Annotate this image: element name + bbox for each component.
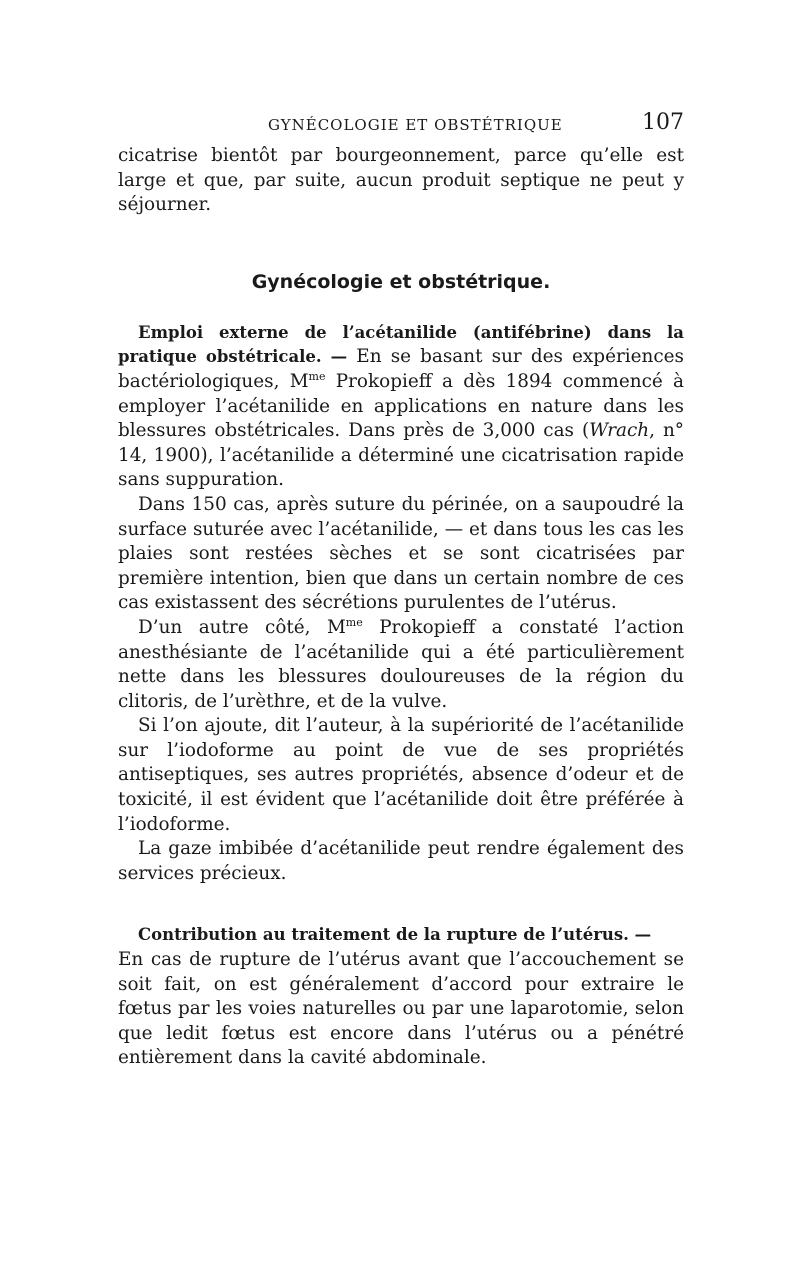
- article1-heading: Emploi externe de l’acétanilide (antifébrine) dans la pratique obstétricale. —: [118, 322, 684, 367]
- article1-p3-text-a: D’un autre côté, M: [138, 616, 346, 638]
- page-number: 107: [642, 110, 684, 135]
- article1-paragraph-2: Dans 150 cas, après suture du périnée, on a saupoudré la surface suturée avec l’acétanilide, — et dans tous les cas les plaies sont restées sèches et se sont cicatrisées par première intention, bien que dans un certain nombre de ces cas existassent des sécrétions purulentes de l’utérus.: [118, 493, 684, 614]
- article1-paragraph-5: La gaze imbibée d’acétanilide peut rendre également des services précieux.: [118, 838, 684, 884]
- article1-paragraph-1: [118, 321, 684, 493]
- article1-p1-text-b: Prokopieff a dès 1894 commencé à employer l’acétanilide en applications en nature dans les blessures obstétricales. Dans près de 3,000 cas (: [118, 370, 684, 442]
- article2-paragraph-1: En cas de rupture de l’utérus avant que l’accouchement se soit fait, on est généralement d’accord pour extraire le fœtus par les voies naturelles ou par une laparotomie, selon que ledit fœtus est encore dans l’utérus ou a pénétré entièrement dans la cavité abdominale.: [118, 949, 684, 1069]
- article1-p1-source: Wrach: [589, 420, 650, 442]
- running-title: GYNÉCOLOGIE ET OBSTÉTRIQUE: [268, 116, 563, 134]
- page: [118, 110, 684, 1071]
- running-head: [118, 110, 684, 144]
- article2-heading-line: [118, 923, 684, 948]
- article1-p3-sup: me: [345, 615, 363, 629]
- article1-p1-text-c: , n° 14, 1900), l’acétanilide a déterminé une cicatrisation rapide sans suppuration.: [118, 420, 684, 491]
- section-title: Gynécologie et obstétrique.: [251, 270, 551, 293]
- article1-p1-text-a: En se basant sur des expériences bactériologiques, M: [118, 346, 684, 392]
- article1-p3-text-b: Prokopieff a constaté l’action anesthésiante de l’acétanilide qui a été particulièrement nette dans les blessures douloureuses de la région du clitoris, de l’urèthre, et de la vulve.: [118, 616, 684, 712]
- article1-paragraph-4: Si l’on ajoute, dit l’auteur, à la supériorité de l’acétanilide sur l’iodoforme au point de vue de ses propriétés antiseptiques, ses autres propriétés, absence d’odeur et de toxicité, il est évident que l’acétanilide doit être préférée à l’iodoforme.: [118, 715, 684, 835]
- article2-heading: Contribution au traitement de la rupture de l’utérus. —: [138, 925, 652, 945]
- intro-paragraph: cicatrise bientôt par bourgeonnement, parce qu’elle est large et que, par suite, aucun produit septique ne peut y séjourner.: [118, 145, 684, 216]
- article1-paragraph-3: [118, 616, 684, 714]
- article1-p1-sup: me: [308, 369, 326, 383]
